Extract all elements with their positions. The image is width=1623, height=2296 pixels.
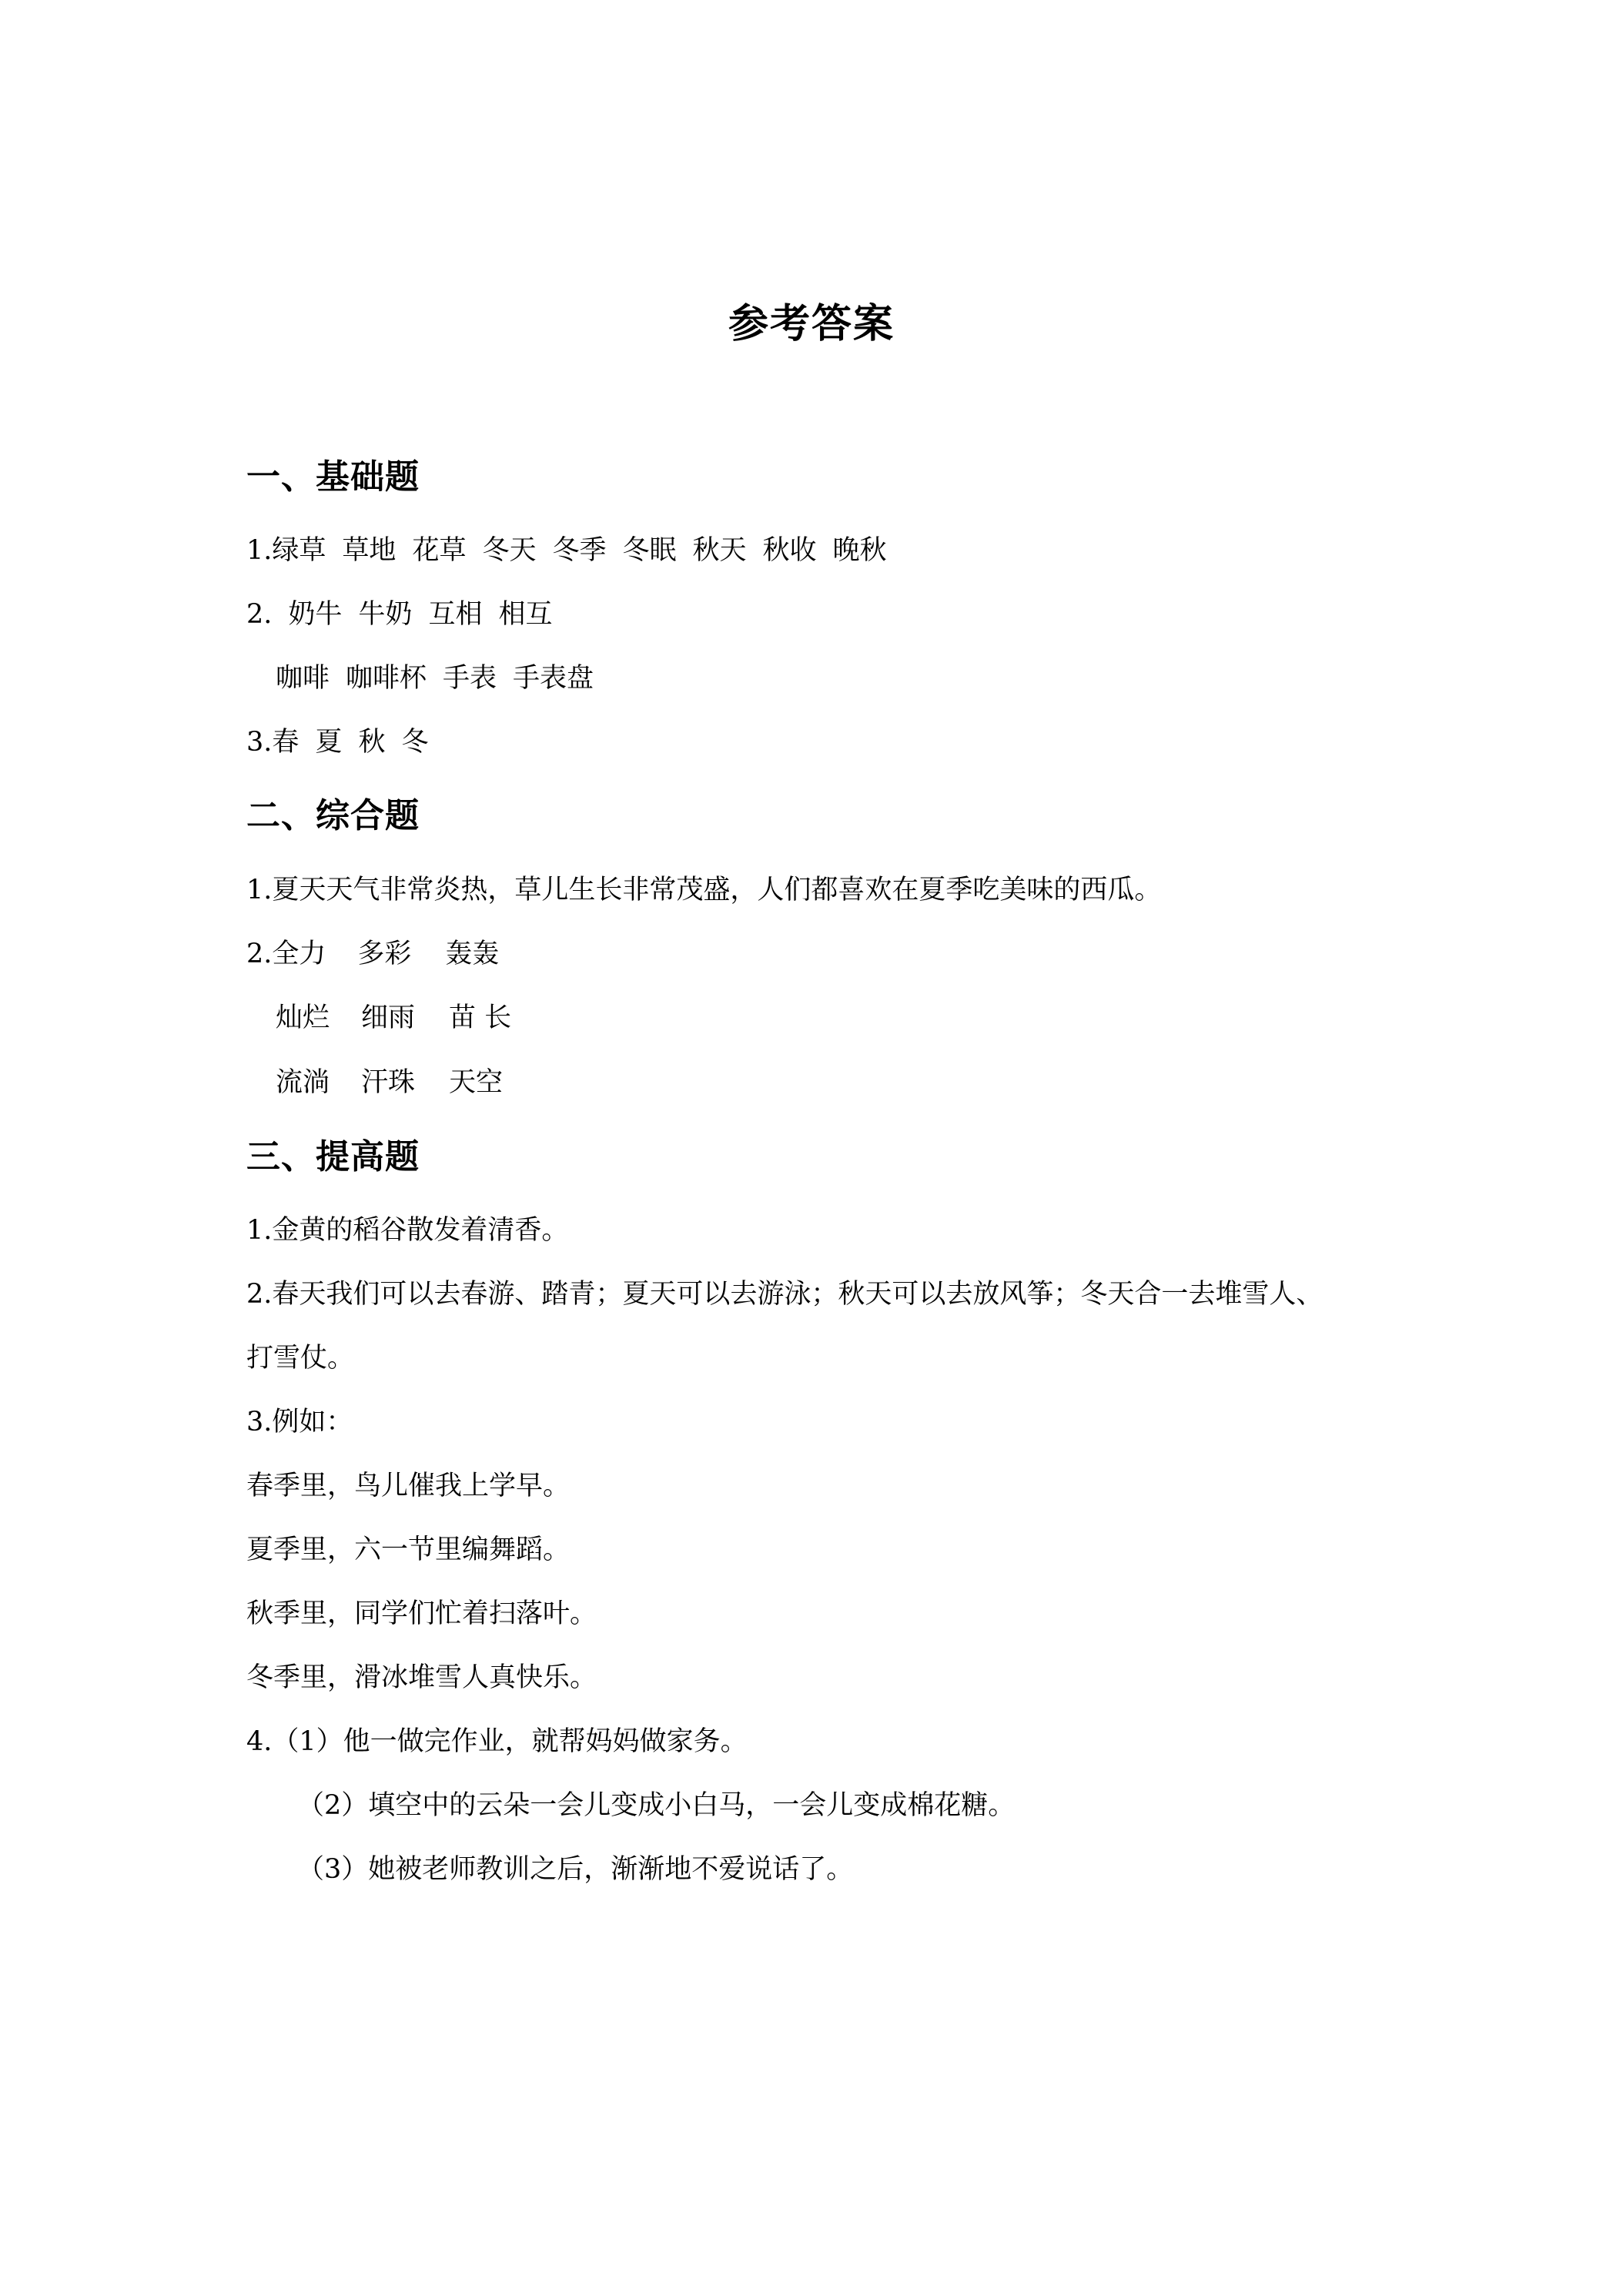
basic-q2-line-2	[276, 661, 594, 696]
answer-word: 冬	[401, 727, 429, 758]
advanced-q3-intro: 3.例如：	[246, 1407, 353, 1438]
answer-word: 相互	[498, 599, 553, 630]
answer-word: 手表盘	[513, 663, 594, 694]
answer-word: 咖啡	[276, 663, 330, 694]
answer-word: 奶牛	[288, 599, 343, 630]
answer-word: 花草	[412, 535, 467, 566]
advanced-q4-line-1: 4.（1）他一做完作业，就帮妈妈做家务。	[246, 1726, 748, 1757]
answer-word: 牛奶	[358, 599, 413, 630]
answer-word: 细雨	[361, 1002, 416, 1033]
section-heading-advanced: 三、提高题	[246, 1137, 420, 1176]
advanced-q3-example-winter: 冬季里，滑冰堆雪人真快乐。	[246, 1662, 597, 1693]
answer-word: 天空	[449, 1067, 504, 1098]
basic-q1-line	[246, 533, 887, 568]
advanced-q2-line-2: 打雪仗。	[246, 1343, 355, 1374]
answer-word: 绿草	[272, 535, 326, 566]
advanced-q2-line-1: 2.春天我们可以去春游、踏青；夏天可以去游泳；秋天可以去放风筝；冬天合一去堆雪人、	[246, 1279, 1323, 1310]
advanced-q3-example-summer: 夏季里，六一节里编舞蹈。	[246, 1535, 571, 1565]
answer-word: 秋天	[692, 535, 747, 566]
answer-word: 晚秋	[832, 535, 887, 566]
answer-word: 苗 长	[449, 1002, 512, 1033]
answer-word: 咖啡杯	[346, 663, 427, 694]
answer-word: 冬眠	[622, 535, 677, 566]
basic-q2-line-1	[246, 597, 552, 632]
answer-word: 多彩	[357, 939, 412, 969]
comprehensive-q2-line-2	[276, 1000, 511, 1036]
comprehensive-q1-line: 1.夏天天气非常炎热，草儿生长非常茂盛，人们都喜欢在夏季吃美味的西瓜。	[246, 875, 1162, 905]
page-title: 参考答案	[728, 301, 895, 347]
advanced-q3-example-autumn: 秋季里，同学们忙着扫落叶。	[246, 1598, 597, 1629]
answer-word: 全力	[272, 939, 326, 969]
section-heading-comprehensive: 二、综合题	[246, 796, 420, 835]
question-number: 1.	[246, 535, 273, 566]
advanced-q4-line-2: （2）填空中的云朵一会儿变成小白马，一会儿变成棉花糖。	[297, 1790, 1016, 1821]
question-number: 2.	[246, 599, 273, 630]
answer-word: 灿烂	[276, 1002, 330, 1033]
answer-word: 秋收	[762, 535, 817, 566]
answer-word: 草地	[342, 535, 397, 566]
advanced-q4-line-3: （3）她被老师教训之后，渐渐地不爱说话了。	[297, 1854, 854, 1885]
advanced-q1-line: 1.金黄的稻谷散发着清香。	[246, 1215, 569, 1246]
question-number: 2.	[246, 939, 273, 969]
basic-q3-line	[246, 725, 428, 760]
answer-word: 汗珠	[361, 1067, 416, 1098]
answer-word: 冬季	[552, 535, 607, 566]
answer-word: 流淌	[276, 1067, 330, 1098]
comprehensive-q2-line-3	[276, 1065, 503, 1100]
answer-word: 夏	[315, 727, 343, 758]
section-heading-basic: 一、基础题	[246, 457, 420, 497]
advanced-q3-example-spring: 春季里，鸟儿催我上学早。	[246, 1471, 571, 1501]
answer-word: 轰轰	[445, 939, 500, 969]
answer-word: 秋	[358, 727, 386, 758]
answer-word: 春	[272, 727, 300, 758]
comprehensive-q2-line-1	[246, 936, 499, 972]
question-number: 3.	[246, 727, 273, 758]
answer-word: 手表	[443, 663, 497, 694]
answer-word: 互相	[428, 599, 483, 630]
answer-word: 冬天	[482, 535, 537, 566]
